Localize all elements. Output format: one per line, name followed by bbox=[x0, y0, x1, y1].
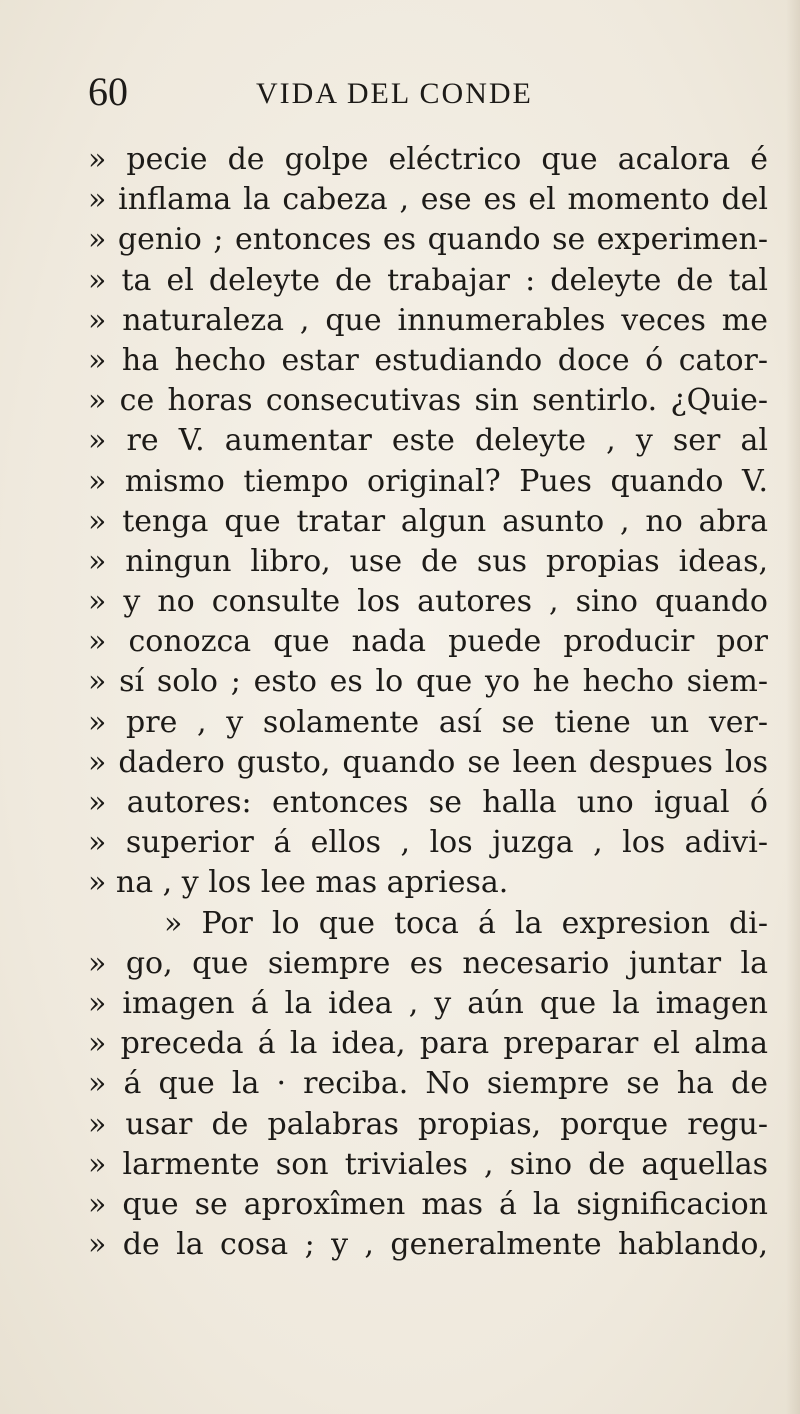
page-number: 60 bbox=[88, 69, 128, 114]
page-header bbox=[88, 68, 748, 116]
page-edge-shadow bbox=[786, 0, 800, 1414]
text-line: » y no consulte los autores , sino quando bbox=[88, 584, 768, 620]
text-line: » go, que siempre es necesario juntar la bbox=[88, 945, 768, 981]
text-line: » naturaleza , que innumerables veces me bbox=[88, 302, 768, 338]
text-line: » re V. aumentar este deleyte , y ser al bbox=[88, 423, 768, 459]
text-line: » á que la · reciba. No siempre se ha de bbox=[88, 1066, 768, 1102]
text-line: » tenga que tratar algun asunto , no abra bbox=[88, 503, 768, 539]
text-line: » genio ; entonces es quando se experimen- bbox=[88, 222, 768, 258]
text-line-paragraph-start: » Por lo que toca á la expresion di- bbox=[164, 905, 768, 941]
text-line: » conozca que nada puede producir por bbox=[88, 624, 768, 660]
text-line: » superior á ellos , los juzga , los adivi- bbox=[88, 825, 768, 861]
text-line: » pre , y solamente así se tiene un ver- bbox=[88, 704, 768, 740]
text-line: » imagen á la idea , y aún que la imagen bbox=[88, 985, 768, 1021]
text-line: » que se aproxîmen mas á la significacion bbox=[88, 1186, 768, 1222]
text-line: » larmente son triviales , sino de aquellas bbox=[88, 1146, 768, 1182]
text-line: » inflama la cabeza , ese es el momento del bbox=[88, 182, 768, 218]
running-head: VIDA DEL CONDE bbox=[256, 77, 533, 110]
text-line: » dadero gusto, quando se leen despues los bbox=[88, 744, 768, 780]
text-line: » pecie de golpe eléctrico que acalora é bbox=[88, 142, 768, 177]
text-line: » autores: entonces se halla uno igual ó bbox=[88, 785, 768, 820]
body-text bbox=[88, 140, 768, 1265]
text-line: » de la cosa ; y , generalmente hablando, bbox=[88, 1227, 768, 1263]
text-line: » preceda á la idea, para preparar el alma bbox=[88, 1026, 768, 1062]
text-line: » ningun libro, use de sus propias ideas, bbox=[88, 543, 768, 579]
text-line: » ta el deleyte de trabajar : deleyte de tal bbox=[88, 262, 768, 298]
text-line: » ha hecho estar estudiando doce ó cator- bbox=[88, 342, 768, 378]
text-line: » mismo tiempo original? Pues quando V. bbox=[88, 463, 768, 499]
text-line-paragraph-end: » na , y los lee mas apriesa. bbox=[88, 865, 509, 901]
text-line: » ce horas consecutivas sin sentirlo. ¿Quie- bbox=[88, 383, 768, 419]
text-line: » sí solo ; esto es lo que yo he hecho siem- bbox=[88, 664, 768, 700]
text-line: » usar de palabras propias, porque regu- bbox=[88, 1106, 768, 1142]
